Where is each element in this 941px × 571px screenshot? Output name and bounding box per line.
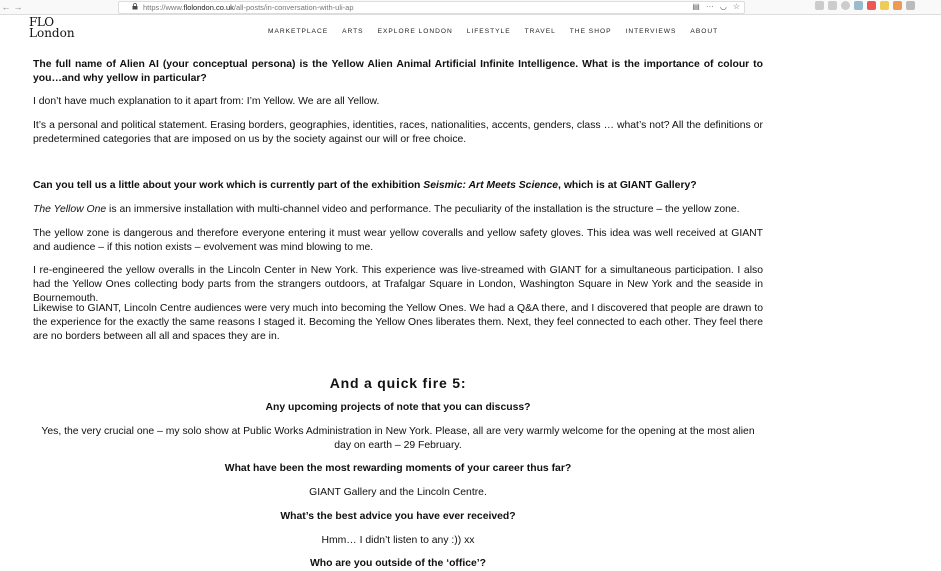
extension-icon[interactable]: [867, 1, 876, 10]
question-text-start: Can you tell us a little about your work which is currently part of the exhibition: [33, 180, 424, 191]
url-prefix: https://www.: [143, 3, 184, 12]
address-bar[interactable]: [118, 1, 745, 14]
url-domain: flolondon.co.uk: [183, 3, 234, 12]
nav-interviews[interactable]: INTERVIEWS: [625, 28, 677, 35]
quickfire-question: Any upcoming projects of note that you can discuss?: [265, 402, 531, 413]
nav-marketplace[interactable]: MARKETPLACE: [268, 28, 329, 35]
paragraph: is an immersive installation with multi-channel video and performance. The peculiarity of the installation is the structure – the yellow zone.: [106, 204, 740, 215]
browser-toolbar: [0, 0, 941, 15]
site-logo[interactable]: [29, 17, 75, 39]
bookmark-star-icon[interactable]: ☆: [732, 2, 740, 11]
answer-text: Yes, the very crucial one – my solo show at Public Works Administration in New York. Please, all are very warmly welcome for the opening at the most alien day on earth – 29 February.: [41, 426, 755, 451]
paragraph: The yellow zone is dangerous and therefore everyone entering it must wear yellow coveralls and yellow safety gloves. This idea was well received at GIANT and audience – if this notion exists – evolvement was mind blowing to me.: [33, 228, 763, 253]
answer-2-paragraph-1: [33, 203, 763, 217]
nav-about[interactable]: ABOUT: [690, 28, 719, 35]
nav-travel[interactable]: TRAVEL: [524, 28, 556, 35]
answer-2-paragraph-4: [33, 302, 763, 344]
answer-2-paragraph-3: [33, 264, 763, 306]
pocket-icon[interactable]: ◡: [719, 2, 727, 11]
account-icon[interactable]: [841, 1, 850, 10]
paragraph: I don’t have much explanation to it apart from: I’m Yellow. We are all Yellow.: [33, 96, 380, 107]
quickfire-answer: GIANT Gallery and the Lincoln Centre.: [309, 487, 487, 498]
more-icon[interactable]: ···: [705, 2, 714, 11]
paragraph: Likewise to GIANT, Lincoln Centre audiences were very much into becoming the Yellow Ones. We had a Q&A there, and I discovered that people are drawn to the experience for the exactly the same reasons I staged it. Becoming the Yellow Ones liberates them. Next, they feel connected to each other. They feel there are no borders between all all and spaces they are in.: [33, 303, 763, 342]
exhibition-title: Seismic: Art Meets Science: [423, 180, 559, 191]
menu-icon[interactable]: [906, 1, 915, 10]
question-text-end: , which is at GIANT Gallery?: [558, 180, 697, 191]
quickfire-question: What have been the most rewarding moments of your career thus far?: [224, 463, 572, 474]
quickfire-question: What’s the best advice you have ever received?: [280, 511, 516, 522]
sidebar-icon[interactable]: [828, 1, 837, 10]
forward-icon[interactable]: →: [13, 2, 23, 12]
extension-icon[interactable]: [880, 1, 889, 10]
extension-icon[interactable]: [893, 1, 902, 10]
quickfire-answer: [33, 425, 763, 453]
artwork-title: The Yellow One: [33, 204, 107, 215]
question-1: [33, 58, 763, 86]
main-nav: [268, 28, 718, 35]
paragraph: It’s a personal and political statement. Erasing borders, geographies, identities, races, nationalities, accents, genders, class … what’s not? All the definitions or predetermined categories that are imposed on us by the society against our will or free choice.: [33, 120, 763, 145]
answer-1-paragraph-1: [33, 95, 763, 109]
quickfire-question: Who are you outside of the ‘office’?: [309, 558, 487, 569]
question-text: The full name of Alien AI (your conceptual persona) is the Yellow Alien Animal Artificial Infinite Intelligence. What is the importance of colour to you…and why yellow in particular?: [33, 59, 763, 84]
logo-line-2: London: [29, 26, 75, 40]
lock-icon[interactable]: [131, 3, 139, 12]
nav-lifestyle[interactable]: LIFESTYLE: [466, 28, 511, 35]
nav-arts[interactable]: ARTS: [342, 28, 364, 35]
back-icon[interactable]: ←: [1, 2, 11, 12]
quickfire-answer: Hmm… I didn’t listen to any :)) xx: [321, 535, 475, 546]
reader-view-icon[interactable]: ▤: [692, 2, 700, 11]
nav-the-shop[interactable]: THE SHOP: [569, 28, 612, 35]
answer-1-paragraph-2: [33, 119, 763, 147]
paragraph: I re-engineered the yellow overalls in the Lincoln Center in New York. This experience was live-streamed with GIANT for a simultaneous participation. I also had the Yellow Ones collecting body parts from the strangers outdoors, at Trafalgar Square in London, Washington Square in New York and the seaside in Bournemouth.: [33, 265, 763, 304]
url-text[interactable]: [143, 3, 354, 12]
answer-2-paragraph-2: [33, 227, 763, 255]
logo-line-1: FLO: [29, 15, 54, 29]
nav-explore-london[interactable]: EXPLORE LONDON: [377, 28, 453, 35]
library-icon[interactable]: [815, 1, 824, 10]
quickfire-heading: And a quick fire 5:: [329, 375, 467, 391]
extension-icon[interactable]: [854, 1, 863, 10]
question-2: [33, 179, 763, 193]
url-path: /all-posts/in-conversation-with-uli-ap: [233, 3, 354, 12]
